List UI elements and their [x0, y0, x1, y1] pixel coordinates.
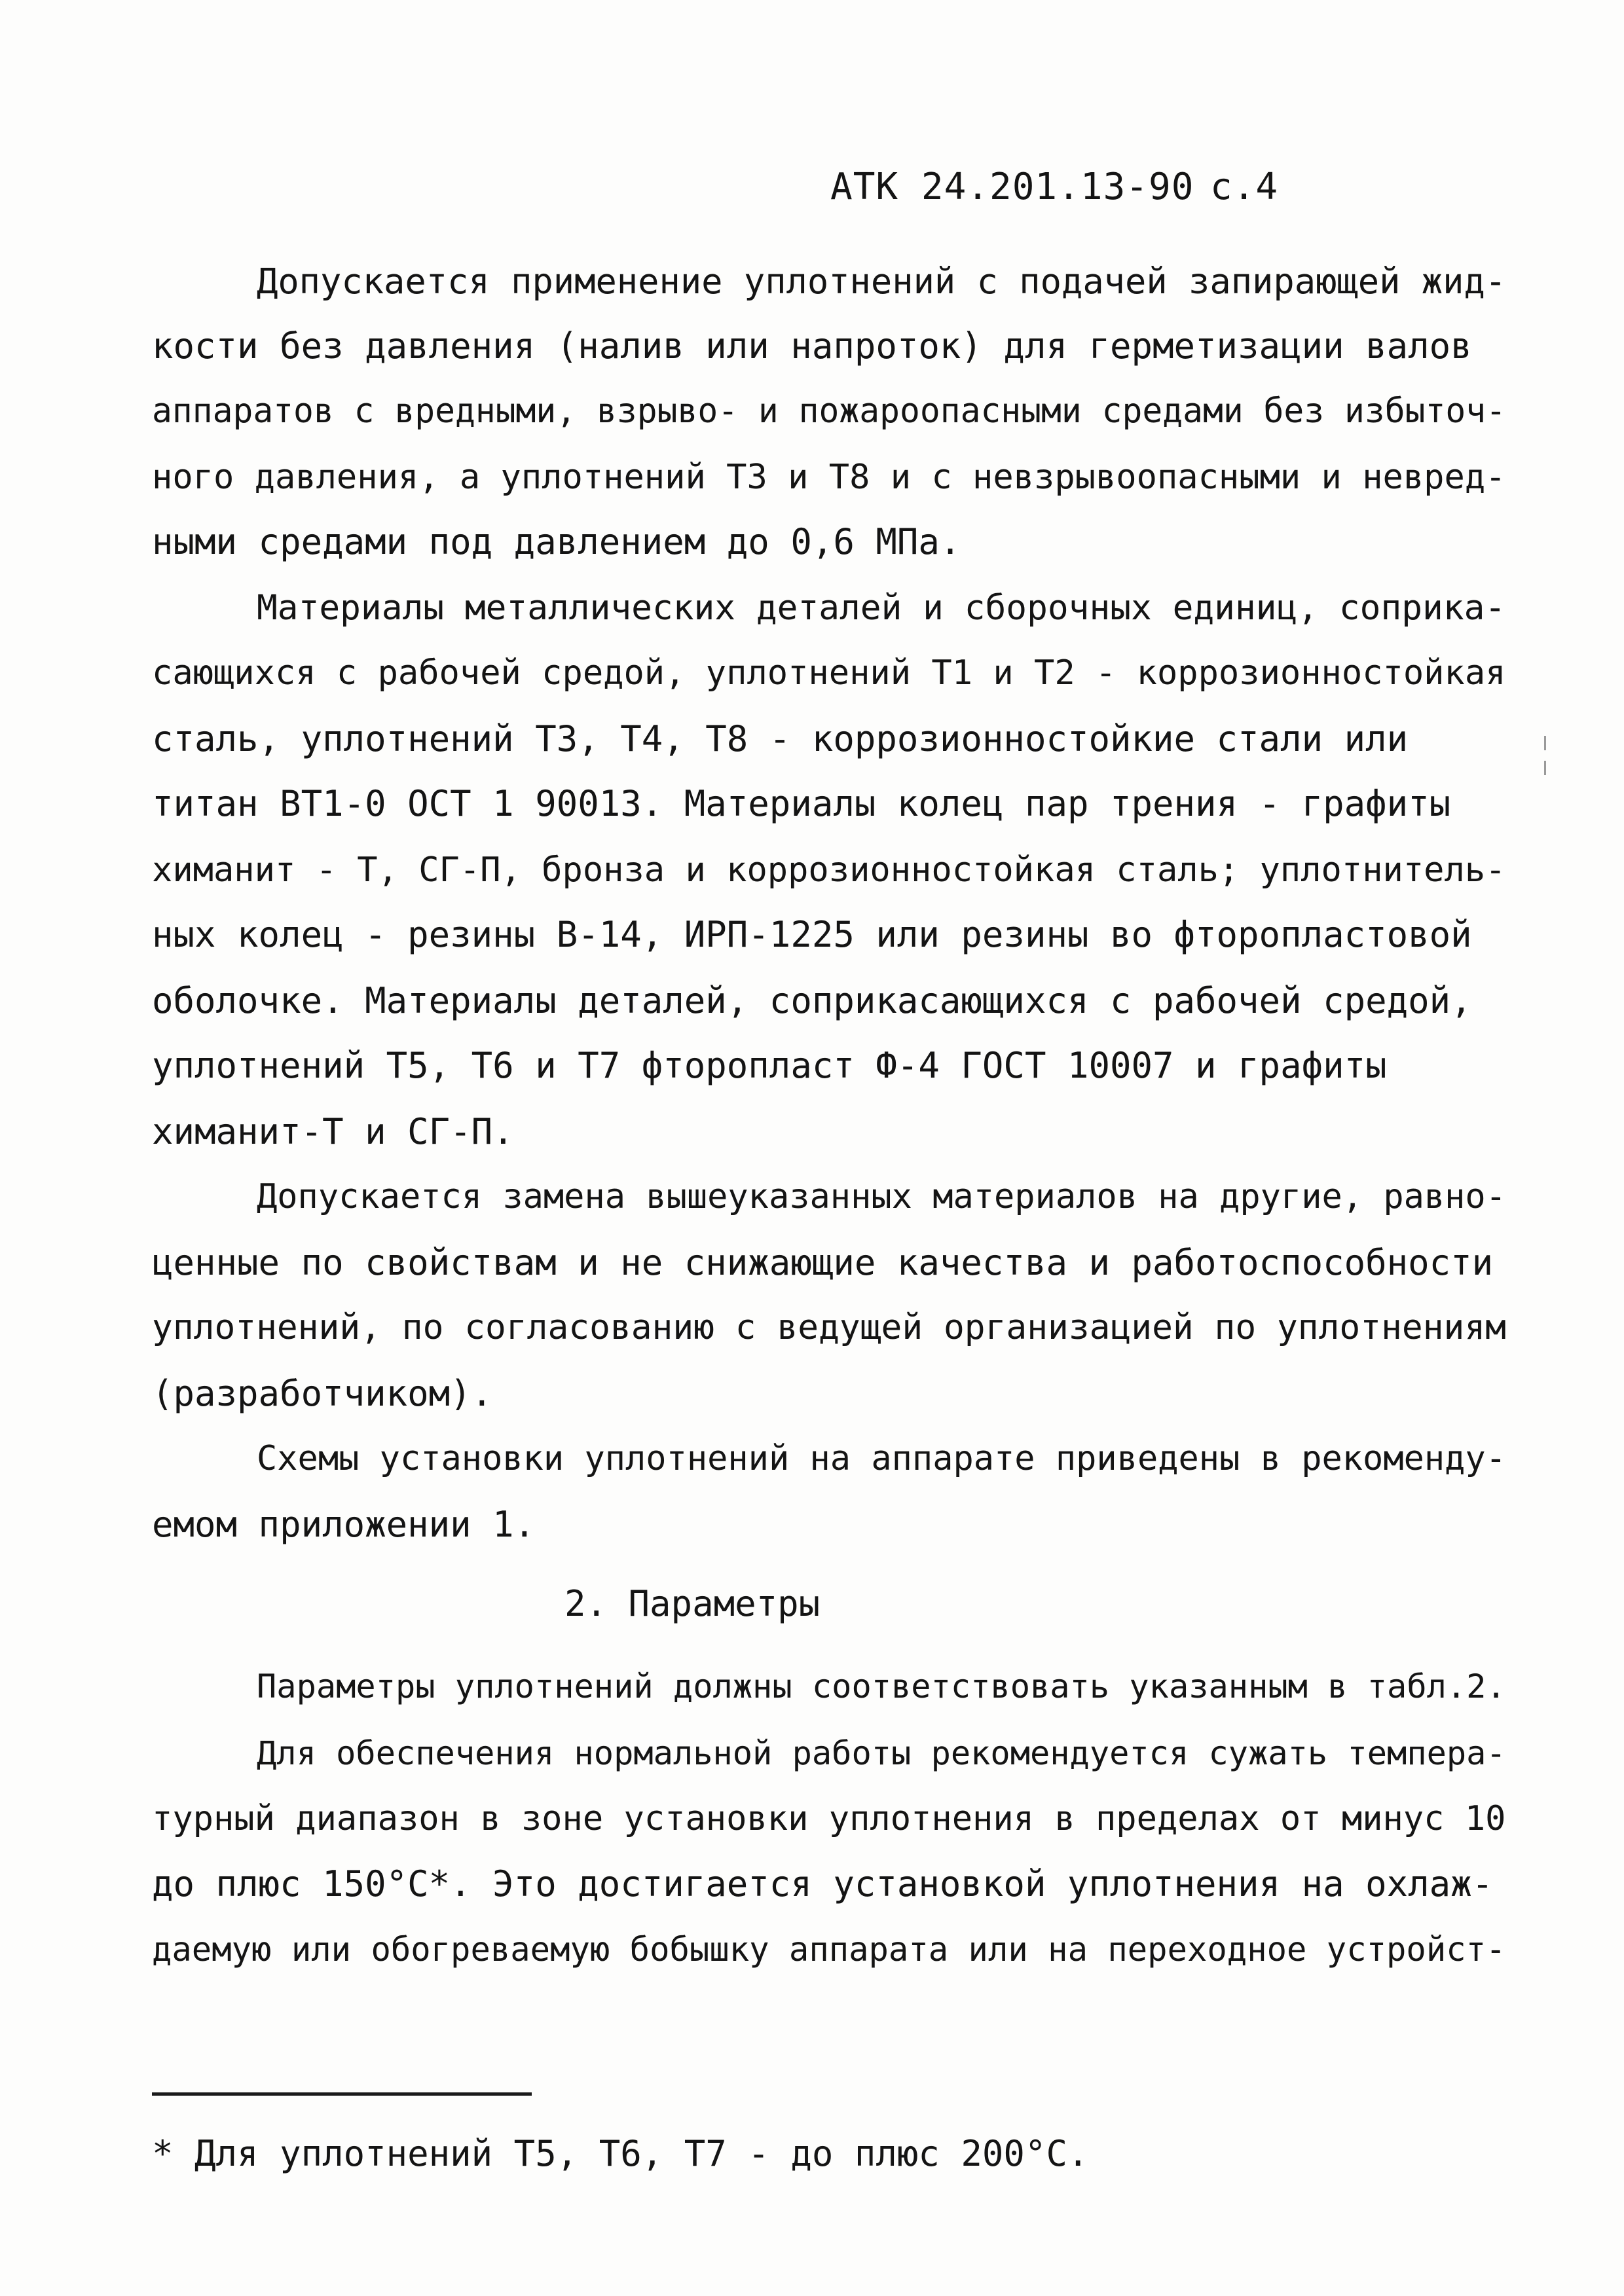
paragraph-line: ного давления, а уплотнений Т3 и Т8 и с невзрывоопасными и невред- [152, 458, 1506, 497]
paragraph-line: титан ВТ1-0 ОСТ 1 90013. Материалы колец пар трения - графиты [152, 783, 1451, 824]
paragraph-line: даемую или обогреваемую бобышку аппарата или на переходное устройст- [152, 1930, 1506, 1969]
paragraph-line: емом приложении 1. [152, 1504, 536, 1545]
paragraph-line: Допускается применение уплотнений с подачей запирающей жид- [257, 261, 1507, 302]
paragraph-line: оболочке. Материалы деталей, соприкасающихся с рабочей средой, [152, 980, 1472, 1021]
paragraph-line: Схемы установки уплотнений на аппарате приведены в рекоменду- [257, 1439, 1506, 1478]
paragraph-line: (разработчиком). [152, 1373, 493, 1414]
footnote-rule [152, 2092, 532, 2096]
page-number: с.4 [1210, 166, 1279, 208]
paragraph-line: ными средами под давлением до 0,6 МПа. [152, 521, 961, 562]
paragraph-line: Допускается замена вышеуказанных материалов на другие, равно- [257, 1177, 1506, 1216]
paragraph-line: до плюс 150°С*. Это достигается установкой уплотнения на охлаж- [152, 1863, 1494, 1904]
section-heading: 2. Параметры [564, 1583, 821, 1624]
paragraph-line: турный диапазон в зоне установки уплотнения в пределах от минус 10 [152, 1799, 1506, 1838]
paragraph-line: уплотнений Т5, Т6 и Т7 фторопласт Ф-4 ГОСТ 10007 и графиты [152, 1045, 1387, 1086]
scan-speck [1544, 761, 1546, 775]
paragraph-line: ных колец - резины В-14, ИРП-1225 или резины во фторопластовой [152, 914, 1472, 955]
paragraph-line: сающихся с рабочей средой, уплотнений Т1 и Т2 - коррозионностойкая [152, 653, 1506, 693]
paragraph-line: химанит - Т, СГ-П, бронза и коррозионностойкая сталь; уплотнитель- [152, 850, 1506, 890]
paragraph-line: уплотнений, по согласованию с ведущей организацией по уплотнениям [152, 1307, 1506, 1347]
paragraph-line: Материалы металлических деталей и сборочных единиц, соприка- [257, 588, 1506, 628]
document-code: АТК 24.201.13-90 [830, 166, 1194, 208]
paragraph-line: аппаратов с вредными, взрыво- и пожароопасными средами без избыточ- [152, 392, 1506, 431]
footnote: * Для уплотнений Т5, Т6, Т7 - до плюс 200°С. [152, 2133, 1089, 2174]
paragraph-line: кости без давления (налив или напроток) для герметизации валов [152, 325, 1472, 367]
paragraph-line: Для обеспечения нормальной работы рекомендуется сужать темпера- [257, 1734, 1506, 1772]
paragraph-line: ценные по свойствам и не снижающие качества и работоспособности [152, 1242, 1494, 1283]
paragraph-line: сталь, уплотнений Т3, Т4, Т8 - коррозионностойкие стали или [152, 718, 1409, 759]
scan-speck [1544, 736, 1546, 750]
paragraph-line: химанит-Т и СГ-П. [152, 1111, 514, 1152]
paragraph-line: Параметры уплотнений должны соответствовать указанным в табл.2. [257, 1667, 1506, 1705]
